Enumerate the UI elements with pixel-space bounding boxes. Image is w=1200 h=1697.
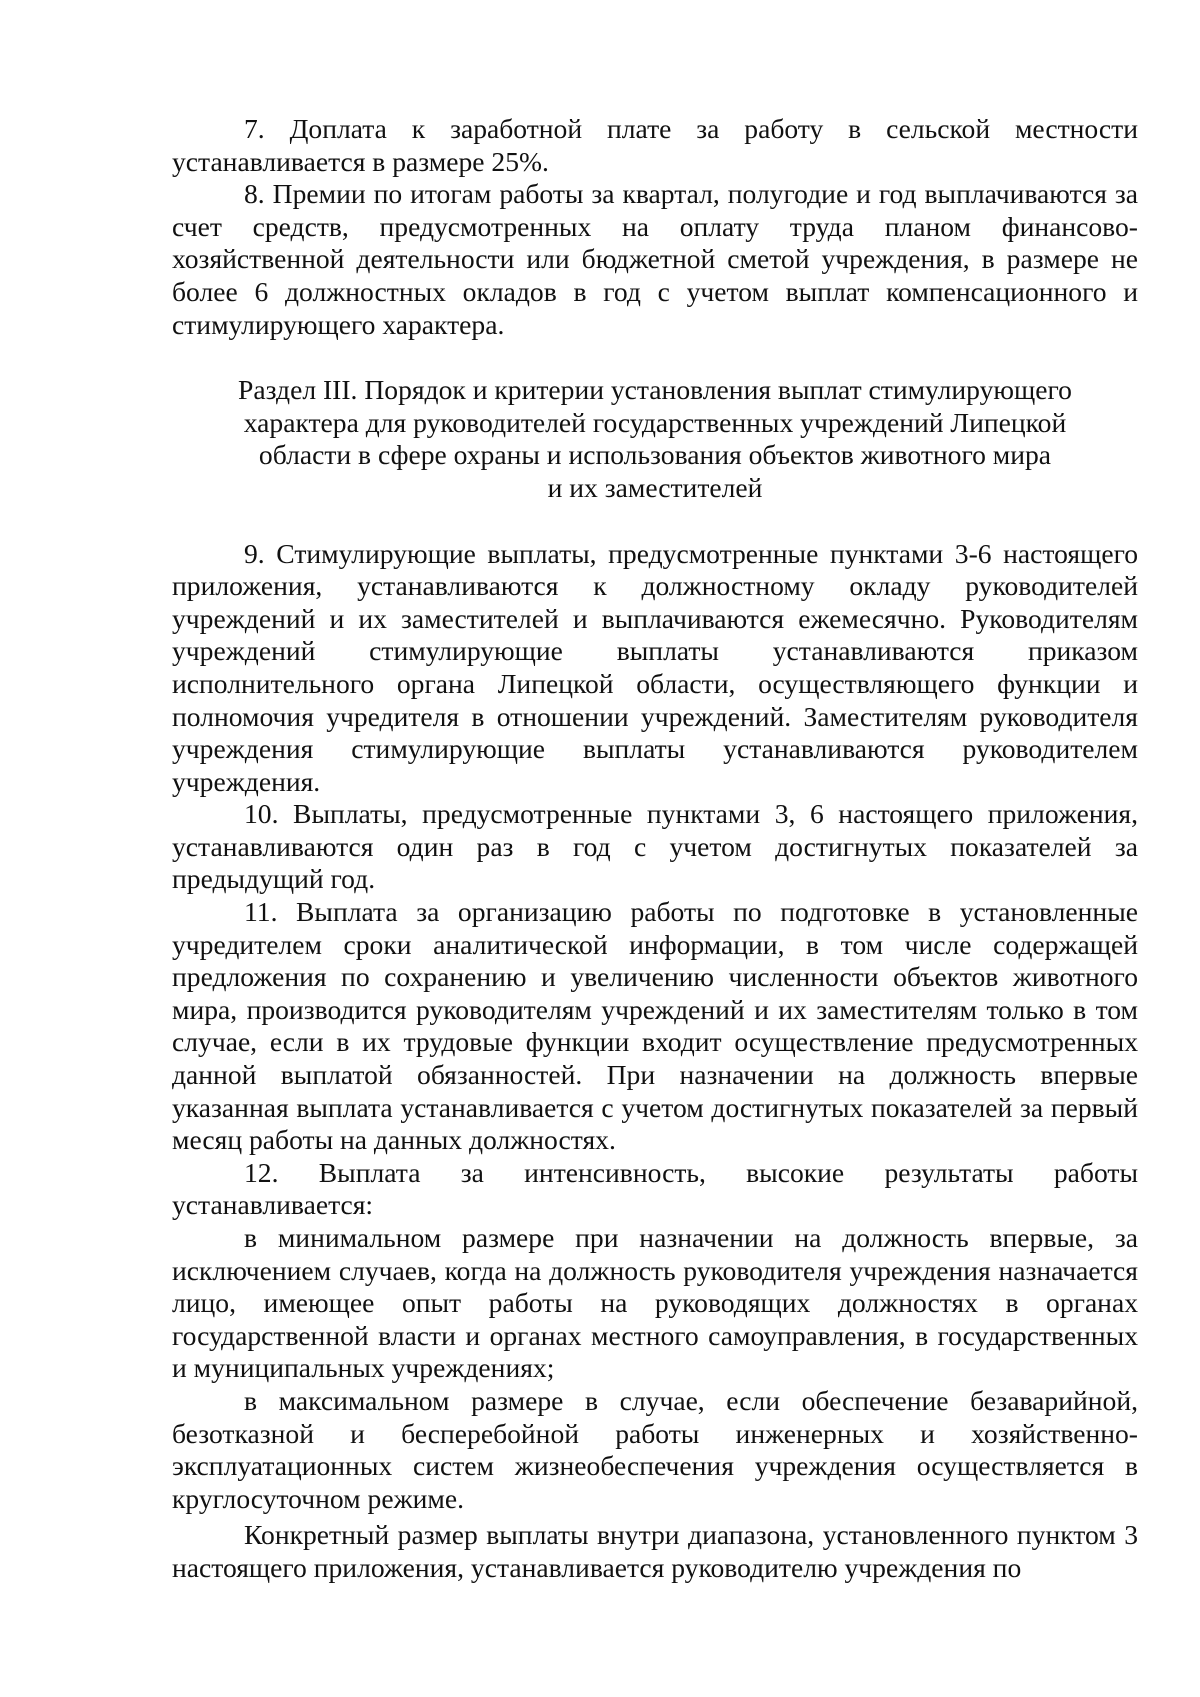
document-body	[172, 113, 1138, 1585]
section-heading	[172, 374, 1138, 504]
section-heading-line: характера для руководителей государственных учреждений Липецкой	[243, 406, 1067, 438]
paragraph-11: 11. Выплата за организацию работы по подготовке в установленные учредителем сроки аналитической информации, в том числе содержащей предложения по сохранению и увеличению численности объектов животного мира, производится руководителям учреждений и их заместителям только в том случае, если в их трудовые функции входит осуществление предусмотренных данной выплатой обязанностей. При назначении на должность впервые указанная выплата устанавливается с учетом достигнутых показателей за первый месяц работы на данных должностях.	[172, 896, 1138, 1156]
section-heading-line: и их заместителей	[547, 471, 763, 503]
paragraph-10: 10. Выплаты, предусмотренные пунктами 3, 6 настоящего приложения, устанавливаются один раз в год с учетом достигнутых показателей за предыдущий год.	[172, 798, 1138, 895]
paragraph-7: 7. Доплата к заработной плате за работу в сельской местности устанавливается в размере 25%.	[172, 113, 1138, 177]
section-heading-line: области в сфере охраны и использования объектов животного мира	[258, 439, 1052, 471]
paragraph-8: 8. Премии по итогам работы за квартал, полугодие и год выплачиваются за счет средств, предусмотренных на оплату труда планом финансово-хозяйственной деятельности или бюджетной сметой учреждения, в размере не более 6 должностных окладов в год с учетом выплат компенсационного и стимулирующего характера.	[172, 178, 1138, 340]
paragraph-9: 9. Стимулирующие выплаты, предусмотренные пунктами 3-6 настоящего приложения, устанавливаются к должностному окладу руководителей учреждений и их заместителей и выплачиваются ежемесячно. Руководителям учреждений стимулирующие выплаты устанавливаются приказом исполнительного органа Липецкой области, осуществляющего функции и полномочия учредителя в отношении учреждений. Заместителям руководителя учреждения стимулирующие выплаты устанавливаются руководителем учреждения.	[172, 537, 1138, 797]
paragraph-12-minimum: в минимальном размере при назначении на должность впервые, за исключением случаев, когда на должность руководителя учреждения назначается лицо, имеющее опыт работы на руководящих должностях в органах государственной власти и органах местного самоуправления, в государственных и муниципальных учреждениях;	[172, 1222, 1138, 1384]
paragraph-12-maximum: в максимальном размере в случае, если обеспечение безаварийной, безотказной и бесперебойной работы инженерных и хозяйственно-эксплуатационных систем жизнеобеспечения учреждения осуществляется в круглосуточном режиме.	[172, 1384, 1138, 1514]
paragraph-specific-amount: Конкретный размер выплаты внутри диапазона, установленного пунктом 3 настоящего приложения, устанавливается руководителю учреждения по	[172, 1519, 1138, 1583]
paragraph-12: 12. Выплата за интенсивность, высокие результаты работы устанавливается:	[172, 1156, 1138, 1221]
section-heading-line: Раздел III. Порядок и критерии установления выплат стимулирующего	[238, 374, 1072, 406]
